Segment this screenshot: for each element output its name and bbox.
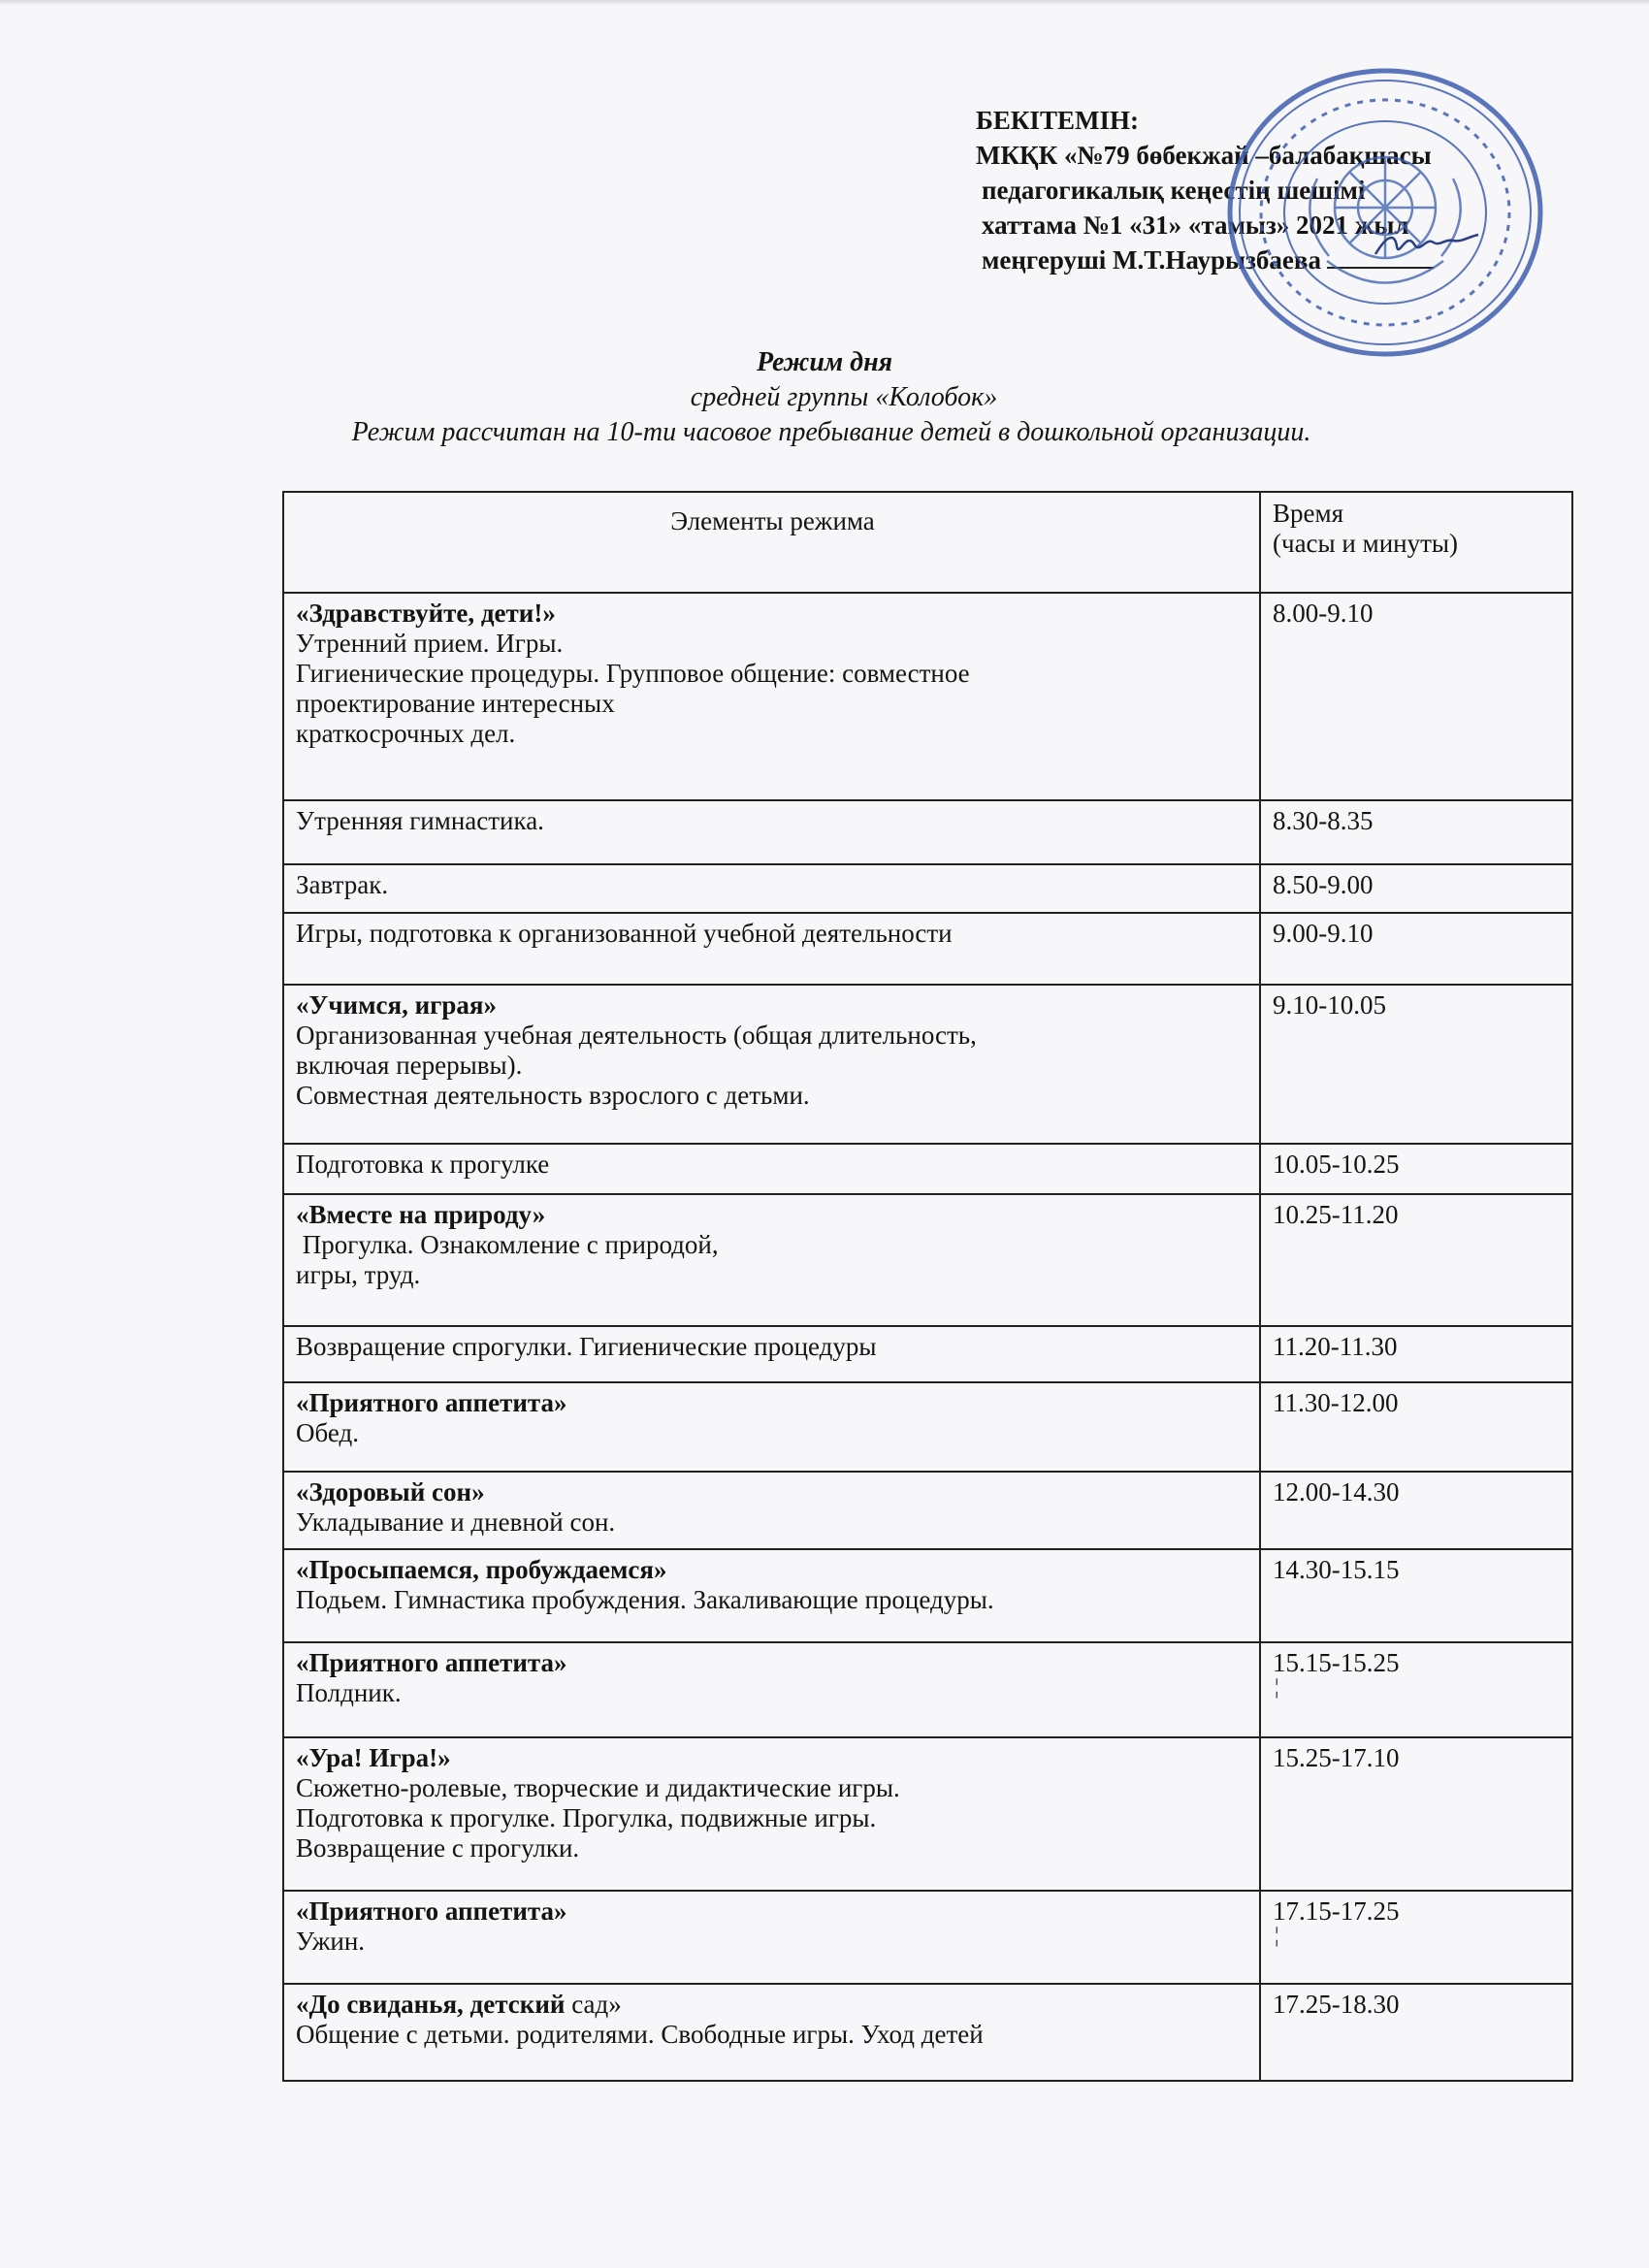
regime-element-line: Утренний прием. Игры. bbox=[296, 629, 564, 658]
regime-time: 9.10-10.05 bbox=[1273, 990, 1386, 1020]
regime-element-title bbox=[296, 1648, 1249, 1678]
regime-time: 11.30-12.00 bbox=[1273, 1388, 1399, 1417]
regime-time-cell bbox=[1260, 1737, 1572, 1891]
table-row bbox=[283, 1382, 1572, 1472]
regime-element-line: Подготовка к прогулке bbox=[296, 1150, 550, 1179]
approval-line-4: хаттама №1 «31» «тамыз» 2021 жыл bbox=[982, 211, 1409, 240]
regime-time-cell bbox=[1260, 1382, 1572, 1472]
regime-element-cell bbox=[283, 985, 1260, 1144]
table-row bbox=[283, 913, 1572, 985]
regime-element-title bbox=[296, 990, 1249, 1021]
regime-time: 8.30-8.35 bbox=[1273, 806, 1374, 835]
regime-element-cell bbox=[283, 1984, 1260, 2081]
regime-element-title-bold: «Ура! Игра!» bbox=[296, 1743, 451, 1772]
regime-table bbox=[282, 491, 1573, 2082]
regime-element-title bbox=[296, 1743, 1249, 1773]
table-row bbox=[283, 1642, 1572, 1737]
regime-time: 17.15-17.25 bbox=[1273, 1896, 1400, 1926]
regime-element-title-rest: сад» bbox=[565, 1990, 622, 2019]
regime-time-cell bbox=[1260, 1144, 1572, 1194]
regime-time-cell bbox=[1260, 1891, 1572, 1984]
regime-element-cell bbox=[283, 1472, 1260, 1549]
regime-element-line: Укладывание и дневной сон. bbox=[296, 1507, 616, 1537]
regime-element-title-bold: «Приятного аппетита» bbox=[296, 1896, 567, 1926]
regime-element-title-bold: «Приятного аппетита» bbox=[296, 1648, 567, 1677]
regime-element-cell bbox=[283, 1549, 1260, 1642]
scan-edge bbox=[0, 0, 1649, 6]
table-row bbox=[283, 1326, 1572, 1382]
round-seal-stamp bbox=[1220, 62, 1550, 363]
regime-element-line: проектирование интересных bbox=[296, 689, 615, 718]
regime-time: 8.50-9.00 bbox=[1273, 870, 1374, 899]
table-row bbox=[283, 1472, 1572, 1549]
document-subtitle: средней группы «Колобок» bbox=[690, 382, 998, 412]
table-row bbox=[283, 1891, 1572, 1984]
table-body bbox=[283, 593, 1572, 2081]
regime-element-line: Совместная деятельность взрослого с детьми. bbox=[296, 1081, 810, 1110]
table-row bbox=[283, 1194, 1572, 1326]
regime-time-cell bbox=[1260, 1984, 1572, 2081]
regime-element-title-bold: «Здравствуйте, дети!» bbox=[296, 599, 556, 628]
regime-element-line: Подьем. Гимнастика пробуждения. Закаливающие процедуры. bbox=[296, 1585, 994, 1614]
regime-element-cell bbox=[283, 1144, 1260, 1194]
regime-time-cell bbox=[1260, 1472, 1572, 1549]
document-note: Режим рассчитан на 10-ти часовое пребывание детей в дошкольной организации. bbox=[351, 417, 1311, 447]
table-row bbox=[283, 1737, 1572, 1891]
regime-element-line: Сюжетно-ролевые, творческие и дидактические игры. bbox=[296, 1773, 900, 1802]
regime-element-line: Полдник. bbox=[296, 1678, 402, 1707]
approval-line-2: МКҚК «№79 бөбекжай –балабақшасы bbox=[976, 141, 1432, 170]
regime-element-cell bbox=[283, 1382, 1260, 1472]
table-row bbox=[283, 1984, 1572, 2081]
regime-element-line: Возвращение с прогулки. bbox=[296, 1833, 580, 1863]
regime-time-cell bbox=[1260, 1642, 1572, 1737]
regime-element-line: Гигиенические процедуры. Групповое общение: совместное bbox=[296, 659, 970, 688]
regime-element-title bbox=[296, 1388, 1249, 1418]
regime-element-line: включая перерывы). bbox=[296, 1051, 523, 1080]
regime-time: 15.15-15.25 bbox=[1273, 1648, 1400, 1677]
scan-mark: ¦ bbox=[1275, 1923, 1279, 1947]
table-row bbox=[283, 1144, 1572, 1194]
regime-element-title bbox=[296, 1990, 1249, 2020]
regime-element-title bbox=[296, 599, 1249, 629]
regime-element-title bbox=[296, 1555, 1249, 1585]
header-time bbox=[1260, 492, 1572, 593]
regime-element-line: Игры, подготовка к организованной учебной деятельности bbox=[296, 919, 953, 948]
regime-time-cell bbox=[1260, 913, 1572, 985]
regime-element-cell bbox=[283, 1642, 1260, 1737]
regime-element-cell bbox=[283, 1737, 1260, 1891]
table-row bbox=[283, 1549, 1572, 1642]
regime-element-line: Подготовка к прогулке. Прогулка, подвижные игры. bbox=[296, 1803, 877, 1832]
regime-time-cell bbox=[1260, 985, 1572, 1144]
approval-head-name: меңгеруші М.Т.Наурызбаева bbox=[982, 245, 1321, 275]
regime-time: 11.20-11.30 bbox=[1273, 1332, 1398, 1361]
regime-element-line: Ужин. bbox=[296, 1927, 366, 1956]
regime-element-cell bbox=[283, 1891, 1260, 1984]
document-title: Режим дня bbox=[756, 347, 893, 377]
regime-element-title-bold: «Вместе на природу» bbox=[296, 1200, 546, 1229]
regime-time: 8.00-9.10 bbox=[1273, 599, 1374, 628]
regime-element-title bbox=[296, 1896, 1249, 1927]
regime-element-line: Общение с детьми. родителями. Свободные игры. Уход детей bbox=[296, 2020, 984, 2049]
header-time-line-2: (часы и минуты) bbox=[1273, 529, 1459, 558]
regime-time: 9.00-9.10 bbox=[1273, 919, 1374, 948]
regime-element-cell bbox=[283, 800, 1260, 864]
regime-element-line: краткосрочных дел. bbox=[296, 719, 516, 748]
table-row bbox=[283, 800, 1572, 864]
regime-element-cell bbox=[283, 593, 1260, 800]
table-row bbox=[283, 593, 1572, 800]
regime-time-cell bbox=[1260, 593, 1572, 800]
regime-time: 15.25-17.10 bbox=[1273, 1743, 1400, 1772]
regime-element-line: Возвращение спрогулки. Гигиенические процедуры bbox=[296, 1332, 877, 1361]
table-row bbox=[283, 985, 1572, 1144]
regime-time-cell bbox=[1260, 864, 1572, 913]
regime-element-cell bbox=[283, 1326, 1260, 1382]
regime-time-cell bbox=[1260, 1326, 1572, 1382]
approval-line-3: педагогикалық кеңестің шешімі bbox=[982, 176, 1366, 205]
regime-time-cell bbox=[1260, 1549, 1572, 1642]
regime-element-title-bold: «Приятного аппетита» bbox=[296, 1388, 567, 1417]
regime-element-line: Прогулка. Ознакомление с природой, bbox=[296, 1230, 719, 1259]
regime-time-cell bbox=[1260, 800, 1572, 864]
regime-element-line: Утренняя гимнастика. bbox=[296, 806, 544, 835]
regime-element-title-bold: «Здоровый сон» bbox=[296, 1477, 485, 1507]
regime-element-line: Организованная учебная деятельность (общая длительность, bbox=[296, 1021, 977, 1050]
regime-time: 14.30-15.15 bbox=[1273, 1555, 1400, 1584]
regime-time-cell bbox=[1260, 1194, 1572, 1326]
header-time-line-1: Время bbox=[1273, 499, 1343, 528]
table-header-row bbox=[283, 492, 1572, 593]
approval-line-1: БЕКІТЕМІН: bbox=[976, 106, 1139, 135]
signature-icon bbox=[1368, 225, 1484, 264]
regime-time: 17.25-18.30 bbox=[1273, 1990, 1400, 2019]
regime-element-title bbox=[296, 1477, 1249, 1507]
regime-element-line: игры, труд. bbox=[296, 1260, 421, 1289]
regime-time: 10.05-10.25 bbox=[1273, 1150, 1400, 1179]
regime-time: 10.25-11.20 bbox=[1273, 1200, 1399, 1229]
regime-element-cell bbox=[283, 1194, 1260, 1326]
regime-element-line: Обед. bbox=[296, 1418, 359, 1447]
document-heading bbox=[0, 345, 1649, 450]
seal-icon bbox=[1220, 62, 1550, 363]
header-elements: Элементы режима bbox=[283, 492, 1260, 593]
regime-element-title-bold: «Учимся, играя» bbox=[296, 990, 498, 1020]
regime-element-cell bbox=[283, 864, 1260, 913]
regime-element-title-bold: «Просыпаемся, пробуждаемся» bbox=[296, 1555, 667, 1584]
regime-element-line: Завтрак. bbox=[296, 870, 389, 899]
regime-element-title bbox=[296, 1200, 1249, 1230]
regime-element-title-bold: «До свиданья, детский bbox=[296, 1990, 566, 2019]
regime-time: 12.00-14.30 bbox=[1273, 1477, 1400, 1507]
table-row bbox=[283, 864, 1572, 913]
scan-mark: ¦ bbox=[1275, 1674, 1279, 1699]
regime-element-cell bbox=[283, 913, 1260, 985]
